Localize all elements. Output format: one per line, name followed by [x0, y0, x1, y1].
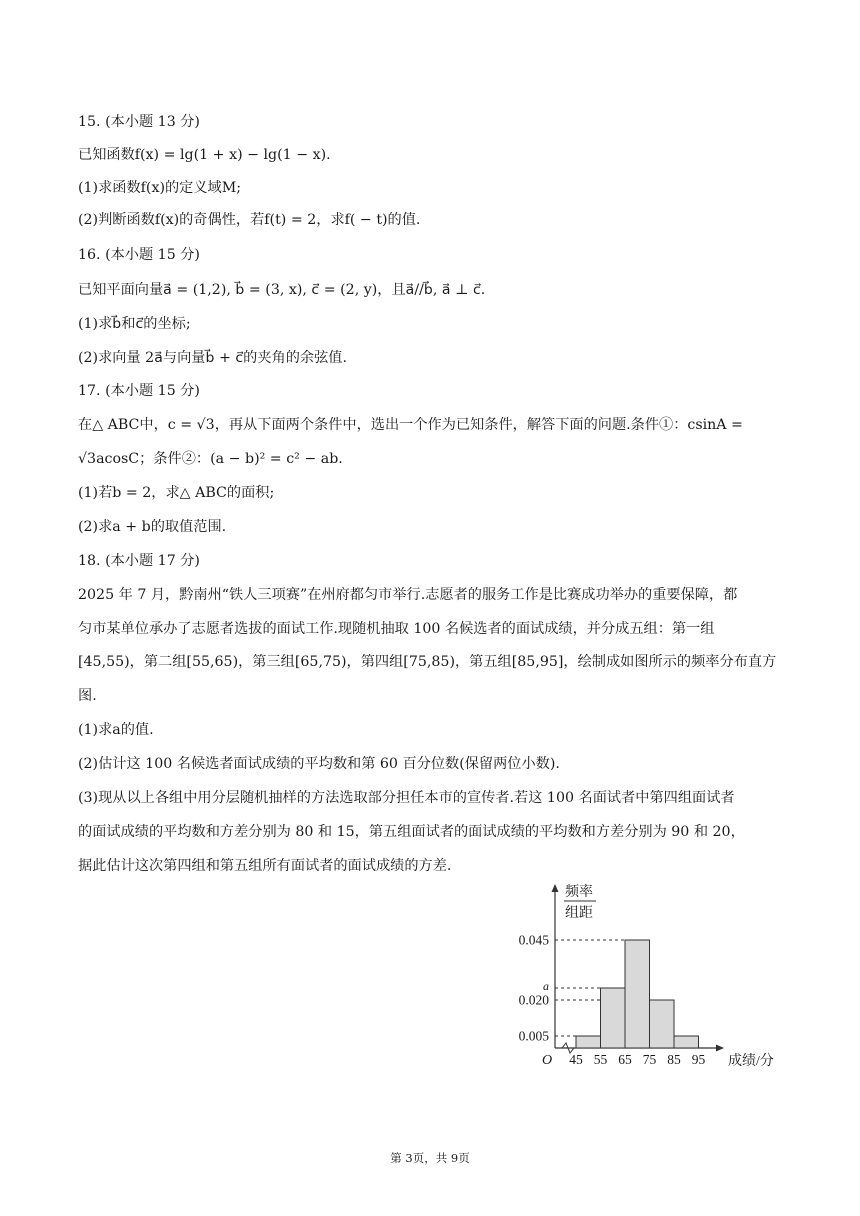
q15-part1: (1)求函数f(x)的定义域M;: [78, 180, 242, 196]
y-tick-label: a: [543, 979, 549, 993]
q15-part2: (2)判断函数f(x)的奇偶性，若f(t) = 2，求f( − t)的值.: [78, 212, 421, 228]
q18-part3-line2: 的面试成绩的平均数和方差分别为 80 和 15，第五组面试者的面试成绩的平均数和方差分别为 90 和 20，: [78, 824, 745, 840]
q18-stem-line2: 匀市某单位承办了志愿者选拔的面试工作.现随机抽取 100 名候选者的面试成绩，并分成五组：第一组: [78, 621, 715, 637]
x-tick-label: 95: [691, 1052, 706, 1067]
q16-heading: 16. (本小题 15 分): [78, 247, 200, 263]
histogram-bar: [650, 1000, 675, 1048]
x-tick-label: 75: [642, 1052, 657, 1067]
q18-part3-line1: (3)现从以上各组中用分层随机抽样的方法选取部分担任本市的宣传者.若这 100 名面试者中第四组面试者: [78, 790, 735, 806]
histogram-bar: [601, 988, 626, 1048]
q16-stem: 已知平面向量a⃗ = (1,2), b⃗ = (3, x), c⃗ = (2, y)，且a⃗//b⃗, a⃗ ⊥ c⃗.: [78, 282, 486, 298]
q17-part1: (1)若b = 2，求△ ABC的面积;: [78, 485, 275, 501]
q17-heading: 17. (本小题 15 分): [78, 383, 200, 399]
y-axis-title-top: 频率: [565, 885, 593, 900]
q18-part3-line3: 据此估计这次第四组和第五组所有面试者的面试成绩的方差.: [78, 858, 452, 874]
histogram-bar: [625, 940, 650, 1048]
y-tick-label: 0.005: [518, 1028, 549, 1044]
q16-part1: (1)求b⃗和c⃗的坐标;: [78, 316, 191, 332]
q18-stem-line4: 图.: [78, 688, 97, 704]
y-tick-label: 0.020: [518, 992, 549, 1008]
y-axis-title-bottom: 组距: [565, 906, 593, 921]
x-tick-label: 45: [569, 1052, 583, 1067]
q17-stem-line1: 在△ ABC中，c = √3，再从下面两个条件中，选出一个作为已知条件，解答下面的问题.条件①：csinA =: [78, 417, 743, 433]
q18-part1: (1)求a的值.: [78, 722, 154, 738]
q15-stem: 已知函数f(x) = lg(1 + x) − lg(1 − x).: [78, 147, 331, 163]
q17-part2: (2)求a + b的取值范围.: [78, 519, 227, 535]
q17-stem-line2: √3acosC；条件②：(a − b)² = c² − ab.: [78, 451, 343, 467]
q18-stem-line1: 2025 年 7 月，黔南州“铁人三项赛”在州府都匀市举行.志愿者的服务工作是比赛成功举办的重要保障，都: [78, 587, 738, 603]
x-axis-arrow: [716, 1045, 724, 1052]
origin-label: O: [541, 1053, 553, 1068]
frequency-histogram: [510, 878, 790, 1078]
y-axis-arrow: [552, 884, 559, 892]
histogram-bar: [674, 1036, 699, 1048]
x-tick-label: 55: [593, 1052, 608, 1067]
q18-part2: (2)估计这 100 名候选者面试成绩的平均数和第 60 百分位数(保留两位小数).: [78, 756, 560, 772]
page-footer: 第 3页，共 9页: [390, 1151, 470, 1165]
x-tick-label: 85: [667, 1052, 681, 1067]
histogram-bar: [576, 1036, 601, 1048]
q15-heading: 15. (本小题 13 分): [78, 114, 200, 130]
x-axis-title: 成绩/分: [728, 1054, 774, 1069]
q18-heading: 18. (本小题 17 分): [78, 553, 200, 569]
x-tick-label: 65: [618, 1052, 632, 1067]
q18-stem-line3: [45,55)，第二组[55,65)，第三组[65,75)，第四组[75,85)，第五组[85,95]，绘制成如图所示的频率分布直方: [78, 654, 777, 670]
q16-part2: (2)求向量 2a⃗与向量b⃗ + c⃗的夹角的余弦值.: [78, 350, 347, 366]
y-tick-label: 0.045: [518, 932, 549, 948]
